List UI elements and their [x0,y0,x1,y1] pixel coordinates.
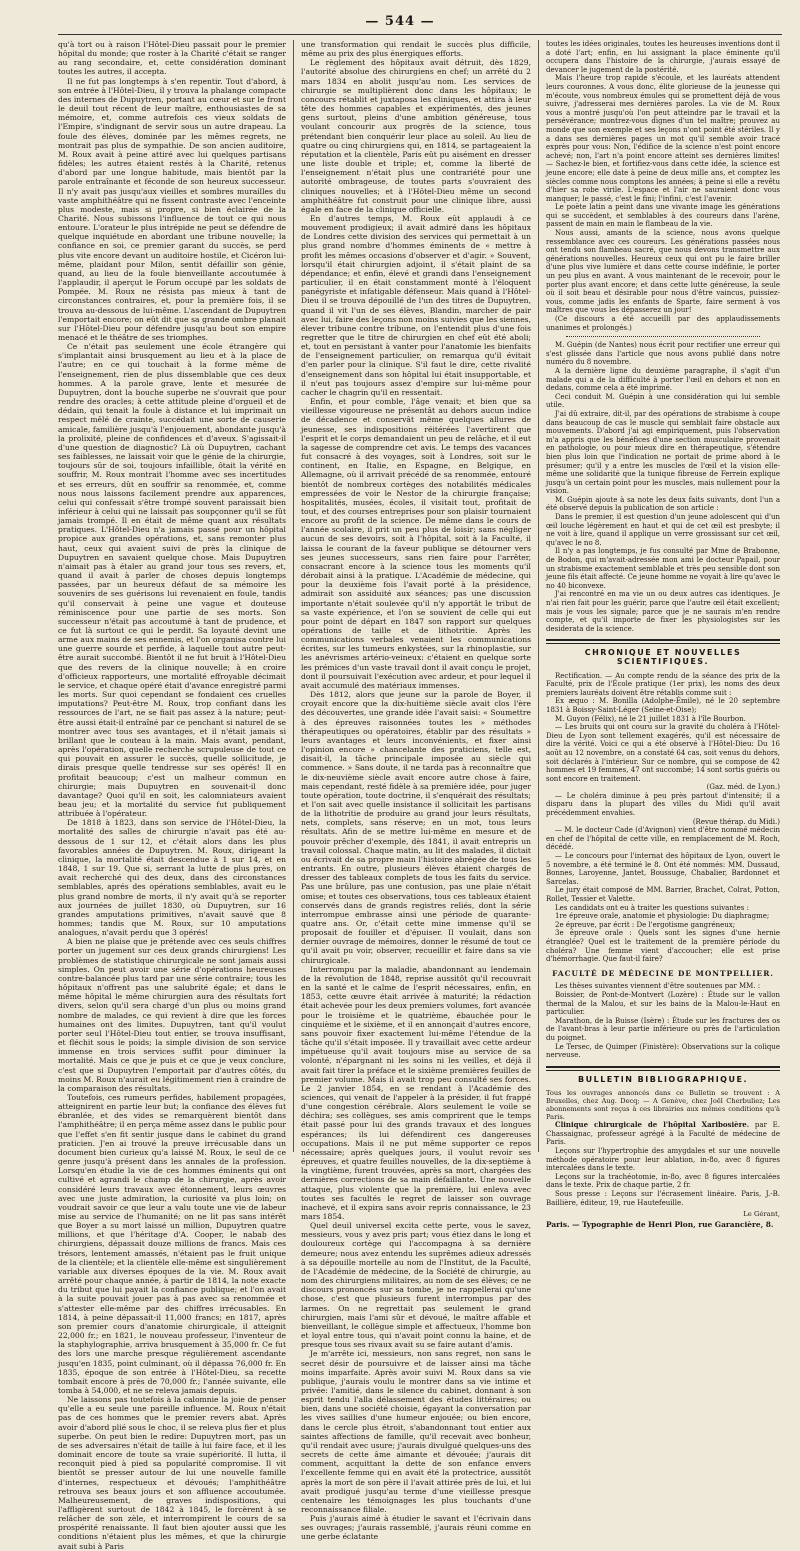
column-3 [546,40,780,1229]
bulletin-title: BULLETIN BIBLIOGRAPHIQUE. [578,1074,748,1084]
news-item: — Les bruits qui ont couru sur la gravité du choléra à l'Hôtel-Dieu de Lyon sont tellement exagérés, qu'il est nécessaire de dire la vérité. Voici ce qui a été observé à l'Hôtel-Dieu: Du 16 août au 12 novembre, on a constaté 64 cas, soit venus du dehors, soit déclarés à l'intérieur. Sur ce nombre, qui se compose de 42 hommes et 19 femmes, 47 ont succombé; 14 sont sortis guéris ou sont encore en traitement. [546,723,780,783]
paragraph: Quel deuil universel excita cette perte, vous le savez, messieurs, vous y avez pris part; vous étiez dans le long et douloureux cortège qui l'accompagna à sa dernière demeure; nous avez entendu les suprêmes adieux adressés à sa dépouille mortelle au nom de l'Institut, de la Faculté, de l'Académie de médecine, de la Société de chirurgie, au nom des chirurgiens militaires, au nom de ses élèves; ce ne discours prononcés sur sa tombe, je ne rappellerai qu'une chose, c'est que plusieurs furent interrompus par des larmes. On ne regrettait pas seulement le grand chirurgien, mais l'ami sûr et dévoué, le maître affable et bienveillant, le collègue simple et affectueux, l'homme bon et loyal entre tous, qui n'avait point connu la haine, et de presque tous ses rivaux avait su se faire autant d'amis. [301,1221,531,1350]
news-item: — Le choléra diminue à peu près partout d'intensité; il a disparu dans la plupart des villes du Midi qu'il avait précédemment envahies. [546,791,780,818]
bib-entry: Leçons sur l'hypertrophie des amygdales et sur une nouvelle méthode opératoire pour leur ablation, in-8o, avec 8 figures intercalées dans le texte. [546,1147,780,1173]
paragraph: Dès 1812, alors que jeune sur la parole de Boyer, il croyait encore que la dix-huitième siècle avait clos l'ère des découvertes, une grande idée l'avait saisi: « Soumettre à des épreuves raisonnées toutes les » méthodes thérapeutiques ou opératoires, établir par des résultats » leurs avantages et leurs inconvénients, et fixer ainsi l'opinion encore » chancelante des praticiens, telle est, disait-il, la tâche principale imposée au siècle qui commence. » Sans doute, il ne tarda pas à reconnaître que le dix-neuvième siècle avait encore autre chose à faire, mais cependant, resté fidèle à sa première idée, pour juger toute opération, toute doctrine, il s'enquérait des résultats; et l'on sait avec quelle insistance il sollicitait les partisans de la lithotritie de produire au grand jour leurs résultats, nets, complets, sans réserve; en un mot, tous leurs résultats. Afin de se mettre lui-même en mesure et de pouvoir prêcher d'exemple, dès 1841, il avait entrepris un travail colossal. Chaque matin, au lit des malades, il dictait ou écrivait de sa propre main l'histoire abrégée de tous les entrants. En outre, plusieurs élèves étaient chargés de dresser des tableaux complets de tous les faits du service. Pas une brûlure, pas une contusion, pas une plaie n'était omise; et toutes ces observations, tous ces tableaux étaient conservés dans de grands registres reliés, dont la série interrompue embrasse ainsi une période de quarante-quatre ans. Or, c'était cette mine immense qu'il se proposait de fouiller et d'épuiser. Il voulait, dans son dernier ouvrage de mémoires, donner le résumé de tout ce qu'il avait pu voir, observer, recueillir et faire dans sa vie chirurgicale. [301,690,531,965]
news-item: 3e épreuve orale : Quels sont les signes d'une hernie étranglée? Quel est le traitement de la première période du choléra? Une femme vient d'accoucher; elle est prise d'hémorrhagie. Que faut-il faire? [546,929,780,964]
paragraph: Le règlement des hôpitaux avait détruit, dès 1829, l'autorité absolue des chirurgiens en chef; un arrêté du 2 mars 1834 en abolit jusqu'au nom. Les services de chirurgie se multiplièrent donc dans les hôpitaux; le concours rétablit et juxtaposa les cliniques, et attira à leur tête des hommes capables et expérimentés, des jeunes gens surtout, pleins d'une ambition généreuse, tous voulant concourir aux progrès de la science, tous prétendant bien conquérir leur place au soleil. Au lieu de quatre ou cinq chirurgiens qui, en 1814, se partageaient la réputation et la clientèle, Paris eût pu aisément en dresser une liste double et triple; et, comme la liberté de l'enseignement n'était plus une contrariété pour une autorité ombrageuse, de toutes parts s'ouvraient des cliniques nouvelles; et à l'Hôtel-Dieu même un second amphithéâtre fut construit pour une clinique libre, aussi égale en face de la clinique officielle. [301,58,531,214]
news-item: 2e épreuve, par écrit : De l'ergotisme gangréneux; [555,920,736,929]
thesis-item: Le Tersec, de Quimper (Finistère): Observations sur la colique nerveuse. [546,1042,780,1060]
paragraph: J'ai dû extraire, dit-il, par des opérations de strabisme à coupe dans beaucoup de cas le muscle qui semblait faire obstacle aux mouvements. D'abord j'ai agi empiriquement, puis l'observation m'a appris que les bénéfices d'une section musculaire provenait en pathologie, ou pour mieux dire en thérapeutique, s'étendre bien plus loin que l'indication ne portait de prime abord à le présumer; qu'il y a entre les muscles de l'œil et la vision elle-même une solidarité que la tunique fibreuse de Ferrein explique jusqu'à un certain point pour les muscles, mais nullement pour la vision. [546,409,780,496]
news-item: Rectification. — Au compte rendu de la séance des prix de la Faculté, prix de l'École pratique (1er prix), les noms des deux premiers lauréats doivent être rétablis comme suit : [546,671,780,697]
paragraph: Ne laissons pas toutefois à la calomnie la joie de penser qu'elle a eu seule une pareille influence. M. Roux n'était pas de ces hommes que le premier revers abat. Après avoir d'abord plié sous le choc, il se releva plus fier et plus superbe. On peut bien le redire: Dupuytren mort, pas un de ses adversaires n'était de taille à lui faire face, et il les dominait encore de toute sa vraie supériorité. Il lutta, il reconquit pied à pied sa popularité compromise. Il vit bientôt se presser autour de lui une nouvelle famille d'internes, respectueux et dévoués; l'amphithéâtre retrouva ses beaux jours et son affluence accoutumée. Malheureusement, de graves indispositions, qui l'affligèrent surtout de 1842 à 1845, le forcèrent à se relâcher de son zèle, et interrompirent le cours de sa prospérité renaissante. Il faut bien ajouter aussi que les conditions n'étaient plus les mêmes, et que la chirurgie avait subi à Paris [58,1395,286,1551]
news-item: Les candidats ont eu à traiter les questions suivantes : [555,903,749,912]
gerant-signature: Le Gérant, [743,1210,780,1219]
column-2 [301,40,531,1542]
paragraph: Toutefois, ces rumeurs perfides, habilement propagées, atteignirent en partie leur but; la confiance des élèves fut ébranlée, et des vides se remarquèrent bientôt dans l'amphithéâtre; il en perça même assez dans le public pour que l'effet s'en fit sentir jusque dans le cabinet du grand praticien. J'en ai trouvé la preuve irrécusable dans un document bien curieux qu'a laissé M. Roux, le seul de ce genre jusqu'à présent dans les annales de la profession. Lorsqu'en étudie la vie de ces hommes éminents qui ont cultivé et agrandi le champ de la chirurgie, après avoir considéré leurs travaux avec étonnement, leurs œuvres avec une juste admiration, la curiosité va plus loin; on voudrait savoir ce que leur a valu toute une vie de labeur mise au service de l'humanité; on ne lit pas sans intérêt que Boyer a su mort laissé un million, Dupuytren quatre millions, et que l'héritage d'A. Cooper, le nabab des chirurgiens, dépassait douze millions de francs. Mais ces trésors, lentement amassés, n'étaient pas le fruit unique de la clientèle; et la clientèle elle-même est singulièrement variable aux diverses époques de la vie. M. Roux avait arrêté pour chaque année, à partir de 1814, la note exacte du tribut que lui payait la confiance publique; et l'on avait à la suite pouvait jouer pas à pas avec sa renommée et s'attester elle-même par des chiffres irrécusables. En 1814, à peine dépassait-il 11,000 francs; en 1817, après son premier cours d'anatomie chirurgicale, il atteignit 22,000 fr.; en 1821, le nouveau professeur, l'inventeur de la staphylographie, arriva brusquement à 35,000 fr. Ce fut des lors une marche presque régulièrement ascendante jusqu'en 1835, point culminant, où il dépassa 76,000 fr. En 1835, époque de son entrée à l'Hôtel-Dieu, sa recette tombait encore à près de 70,000 fr.; l'année suivante, elle tomba à 54,000, et ne se releva jamais depuis. [58,1092,286,1395]
thesis-item: Les thèses suivantes viennent d'être soutenues par MM. : [555,982,761,991]
printer-line: Paris. — Typographie de Henri Plon, rue Garancière, 8. [546,1219,774,1229]
thesis-item: Marathon, de la Buisse (Isère) : Étude sur les fractures des os de l'avant-bras à leur partie inférieure ou près de l'articulation du poignet. [546,1016,780,1042]
paragraph: A bien ne plaise que je prétende avec ces seuls chiffres porter un jugement sur ces deux grands chirurgiens! Les problèmes de statistique chirurgicale ne sont jamais aussi simples. On peut avoir une série d'opérations heureuses contre-balancée plus tard par une série contraire; tous les hôpitaux n'offrent pas une salubrité égale; et dans le même hôpital le même chirurgien aura des résultats fort divers, selon qu'il sera chargé d'un plus ou moins grand nombre de malades, ce qui revient à dire que les forces humaines ont des limites. Dupuytren, tant qu'il voulut porter seul l'Hôtel-Dieu tout entier, se trouva insuffisant, et fléchit sous le poids; la simple division de son service immense en trois services suffit pour diminuer la mortalité. Mais ce que je puis et ce que je veux conclure, c'est que si Dupuytren l'emportait par d'autres côtés, du moins M. Roux n'aurait eu légitimement rien à craindre de la comparaison des résultats. [58,937,286,1093]
paragraph: Ceci conduit M. Guépin à une considération qui lui semble utile. [546,392,780,410]
header-rule [58,34,782,35]
paragraph: Enfin, et pour comble, l'âge venait; et bien que sa vieillesse vigoureuse ne présentât au dehors aucun indice de décadence et conservât même quelques allures de jeunesse, ses indispositions réitérées l'avertirent que l'esprit et le corps demandaient un peu de relâche, et il eut la sagesse de comprendre cet avis. Le temps des vacances fut consacré à des voyages, soit à Londres, soit sur le continent, en Italie, en Espagne, en Belgique, en Allemagne, où il arrivait précédé de sa renommée, entouré bientôt de nombreux cortèges des notabilités médicales empressées de voir le Nestor de la chirurgie française; hospitalités, musées, écoles, il visitait tout, profitait de tout, et des courses entreprises pour son plaisir tournaient encore au profit de la science. De même dans le cours de l'année scolaire, il prit un peu plus de loisir; sans négliger aucun de ses devoirs, soit à l'hôpital, soit à la Faculté, il laissa le courant de la faveur publique se détourner vers ses jeunes successeurs, sans rien faire pour l'arrêter, consacrant encore à la science tous les moments qu'il dérobait ainsi à la pratique. L'Académie de médecine, qui pour la deuxième fois l'avait porté à la présidence, admirait son assiduité aux séances; pas une discussion importante n'était soulevée qu'il n'y apportât le tribut de sa vaste expérience, et l'on se souvient de celle qui eut pour point de départ en 1847 son rapport sur quelques opérations de taille et de lithotritie. Après les communications verbales venaient les communications écrites, sur les tumeurs enkystées, sur la rhinoplastie, sur les anévrismes artério-veineux: c'étaient en quelque sorte les prémices d'un vaste travail dont il avait conçu le projet, dont il poursuivait l'exécution avec ardeur, et pour lequel il avait accumulé des matériaux immenses. [301,397,531,690]
bib-entry: Leçons sur la trachéotomie, in-8o, avec 8 figures intercalées dans le texte. Prix de chaque partie, 2 fr. [546,1172,780,1190]
separator [566,336,760,337]
paragraph: En d'autres temps, M. Roux eût applaudi à ce mouvement prodigieux; il avait admiré dans les hôpitaux de Londres cette division des services qui permettait à un plus grand nombre d'hommes éminents de « mettre à profit les mêmes occasions d'observer et d'agir. » Souvent, lorsqu'il était chirurgien adjoint, il s'était plaint de sa dépendance; et enfin, élevé et grandi dans l'enseignement particulier, il en était constamment monté à l'éloquent panégyriste et infatigable défenseur. Mais quand à l'Hôtel-Dieu il se trouva dépouillé de l'un des titres de Dupuytren, quand il vit l'un de ses élèves, Blandin, marcher de pair avec lui, faire des leçons non moins suivies que les siennes, élever tribune contre tribune, on l'entendit plus d'une fois regretter que le titre de chirurgien en chef eût été aboli; et, tout en persistant à vanter pour l'anatomie les bienfaits de l'enseignement particulier, on remarqua qu'il évitait d'en parler pour la clinique. S'il faut le dire, cette rivalité d'enseignement dans son hôpital lui était insupportable, et il n'eut pas toujours assez d'empire sur lui-même pour cacher le chagrin qu'il en ressentait. [301,213,531,397]
column-divider [293,40,294,1152]
bulletin-intro: Tous les ouvrages annoncés dans ce Bulletin se trouvent : A Bruxelles, chez Aug. Decq; — A Genève, chez Joël Cherbuliez; Les abonnements sont reçus à ces librairies aux mêmes conditions qu'à Paris. [546,1089,780,1122]
paragraph: M. Guépin ajoute à sa note les deux faits suivants, dont l'un a été observé depuis la publication de son article : [546,495,780,513]
news-item: Le jury était composé de MM. Barrier, Brachet, Colrat, Potton, Rollet, Tessier et Valette. [546,886,780,903]
paragraph: Ce n'était pas seulement une école étrangère qui s'implantait ainsi brusquement au lieu et à la place de l'autre; en ce qui touchait à la forme même de l'enseignement, rien de plus dissemblable que ces deux hommes. A la parole grave, lente et mesurée de Dupuytren, dont la bouche superbe ne s'ouvrait que pour rendre des oracles; à cette attitude pleine d'orgueil et de dédain, qui tenait la foule à distance et lui imprimait un respect mêlé de crainte, succédait une sorte de causerie amicale, familière jusqu'à l'enjouement, abondante jusqu'à la prolixité, pleine de confidences et d'aveux. S'agissait-il d'une question de diagnostic? Là où Dupuytren, cachant ses faiblesses, ne laissait voir que le génie de la chirurgie, toujours sûr de soi, toujours infaillible, ôtait la vérité en souffrir, M. Roux montrait l'homme avec ses incertitudes et ses erreurs, dût en souffrir sa renommée, et, comme nous nous laissons facilement prendre aux apparences, celui qui confessait s'être trompé souvent paraissait bien inférieur à celui qui ne laissait pas soupçonner qu'il se fût jamais trompé. Il en était de même quant aux résultats pratiques. L'Hôtel-Dieu n'a jamais passé pour un hôpital propice aux grandes opérations, et, sans remonter plus haut, ceux qui avaient suivi de près la clinique de Dupuytren en savaient quelque chose. Mais Dupuytren n'aimait pas à étaler au grand jour tous ses revers, et, quand il avait à parler de choses depuis longtemps passées, par un heureux défaut de sa mémoire les souvenirs de ses guérisons lui revenaient en foule, tandis qu'il conservait à peine une vague et douteuse réminiscence pour une partie de ses morts. Son successeur n'était pas accoutumé à tant de prudence, et ce fut là surtout ce qui le perdit. Sa loyauté devint une arme aux mains de ses ennemis, et l'on organisa contre lui une guerre sourde et perfide, à laquelle tout autre peut-être aurait succombé. Bientôt il ne fut bruit à l'Hôtel-Dieu que des revers de la clinique nouvelle; à en croire d'officieux rapporteurs, une mortalité effroyable décimait le service, et chaque opéré était d'avance enregistré parmi les morts. Sur quoi cependant se fondaient ces cruelles imputations? Peut-être M. Roux, trop confiant dans les ressources de l'art, ne se fiait pas assez à la nature; peut-être aussi était-il entraîné par ce penchant si naturel de se montrer avec tous ses avantages, et il n'était jamais si brillant que le couteau à la main. Mais avant, pendant, après l'opération, quelle recherche scrupuleuse de tout ce qui pouvait en assurer le succès, quelle sollicitude, je dirais presque quelle tendresse sur ses opérés! Il en profitait beaucoup; c'est un malheur commun en chirurgie; mais Dupuytren en souvenait-il donc davantage? Quoi qu'il en soit, les calomniateurs avaient beau jeu; et la mortalité du service fut publiquement attribuée à l'opérateur. [58,342,286,819]
paragraph: une transformation qui rendait le succès plus difficile, même au prix des plus énergiques efforts. [301,40,531,59]
paragraph: Je m'arrête ici, messieurs, non sans regret, non sans le secret désir de poursuivre et de laisser ainsi ma tâche moins imparfaite. Après avoir suivi M. Roux dans sa vie publique, j'aurais voulu le montrer dans sa vie intime et privée: l'amitié, dans le silence du cabinet, donnant à son esprit tendu l'alla délassement des études littéraires; ou bien, dans une société choisie, égayant la conversation par les vives saillies d'une humeur enjouée; ou bien encore, dans le cercle plus étroit, s'abandonnant tout entier aux saintes affections de famille, qu'il recevait avec bonheur, qu'il rendait avec usure; j'aurais divulgué quelques-uns des secrets de cette âme aimante et dévouée; j'aurais dit comment, acquittant la dette de son enfance envers l'excellente femme qui en avait été la protectrice, aussitôt après la mort de son père il l'avait attirée près de lui, et lui avait prodigué jusqu'au terme d'une vieillesse presque centenaire les témoignages les plus touchants d'une reconnaissance filiale. [301,1349,531,1514]
paragraph: A la dernière ligne du deuxième paragraphe, il s'agit d'un malade qui a de la difficulté à porter l'œil en dehors et non en dedans, comme cela a été imprimé. [546,366,780,393]
paragraph: Nous aussi, amants de la science, nous avons quelque ressemblance avec ces coureurs. Les générations passées nous ont tendu son flambeau sacré, que nous devons transmettre aux générations nouvelles. Heureux ceux qui ont pu le faire briller d'une plus vive lumière et dans cette course indéfinie, le porter un peu plus en avant. A vous maintenant de le recevoir, pour le porter plus avant encore; et dans cette lutte généreuse, la seule où il soit beau et désirable pour nous d'être vaincus, puissiez-vous, comme jadis les enfants de Sparte, faire serment à vos maîtres que vous les dépasserez un jour! [546,229,780,315]
bib-entry [546,1121,780,1147]
faculte-title: FACULTÉ DE MÉDECINE DE MONTPELLIER. [552,968,774,978]
bib-entry-text: par E. Chassaignac, professeur agrégé à la Faculté de médecine de Paris. [546,1121,780,1147]
paragraph: Le poète latin a peint dans une vivante image les générations qui se succèdent, et semblables à des coureurs dans l'arène, passent de main en main le flambeau de la vie. [546,203,780,229]
bib-entry: Sous presse : Leçons sur l'écrasement linéaire. Paris, J.-B. Baillière, éditeur, 19, rue Hautefeuille. [546,1190,780,1207]
paragraph: toutes les idées originales, toutes les heureuses inventions dont il a doté l'art; enfin, en lui assignant la place éminente qu'il occupera dans l'histoire de la chirurgie, j'aurais essayé de devancer le jugement de la postérité. [546,40,780,74]
paragraph: Interrompu par la maladie, abandonnant au lendemain de la révolution de 1848, reprise aussitôt qu'il recouvrait en la santé et le calme de l'esprit nécessaires, enfin, en 1853, cette œuvre était arrivée à maturité; la rédaction était achevée pour les deux premiers volumes, fort avancée pour le troisième et le quatrième, ébauchée pour le cinquième et le sixième, et il en annonçait d'autres encore, sans pouvoir fixer exactement lui-même l'étendue de la tâche qu'il s'était imposée. Il y travaillait avec cette ardeur impétueuse qu'il avait toujours mise au service de sa volonté, n'épargnant ni les soins ni les veilles, et déjà il avait fait tirer la préface et le sixième premières feuilles de premier volume. Mais il avait trop peu consulté ses forces. Le 2 janvier 1854, en se rendant à l'Académie des sciences, qui venait de l'appeler à la présider, il fut frappé d'une congestion cérébrale. Alors seulement le voile se déchira; ses collègues, ses amis comprirent que le temps était passé pour lui des grands travaux et des longues espérances; ils lui défendirent ces dangereuses occupations. Mais il ne put même supporter ce repos nécessaire; après quelques jours, il voulut revoir ses épreuves, et quatre feuilles nouvelles, de la dix-septième à la vingtième, furent trouvées, après sa mort, chargées des dernières corrections de sa main défaillante. Une nouvelle attaque, plus violente que la première, lui enleva avec toutes ses facultés le regret de laisser son ouvrage inachevé, et il expira sans avoir repris connaissance, le 23 mars 1854. [301,964,531,1221]
paragraph: Il n'y a pas longtemps, je fus consulté par Mme de Brabonne, de Bodon, qui m'avait-adressée mon ami le docteur Papail, pour un strabisme exactement semblable et très peu sensible dont son jeune fils était affecté. Ce jeune homme ne voyait à lire qu'avec le no 40 biconvexe. [546,547,780,590]
paragraph: Il ne fut pas longtemps à s'en repentir. Tout d'abord, à son entrée à l'Hôtel-Dieu, il y trouva la phalange compacte des internes de Dupuytren, portant au cœur et sur le front le deuil tout récent de leur maître, enthousiastes de sa mémoire, et, comme autrefois ces vieux soldats de l'Empire, s'indignant de servir sous un autre drapeau. La foule des élèves, dominée par les mêmes regrets, ne montrait pas plus de sympathie. De son ancien auditoire, M. Roux avait à peine attiré avec lui quelques partisans fidèles; les autres étaient restés à la Charité, retenus d'abord par une longue habitude, mais bientôt par la parole entraînante et féconde de son heureux successeur. Il n'y avait pas jusqu'aux vieilles et sombres murailles du vaste amphithéâtre qui ne fissent contraste avec l'enceinte plus modeste, mais si propre, si bien éclairée de la Charité. Nous subissons l'influence de tout ce qui nous entoure. L'orateur le plus intrépide ne peut se défendre de quelque inquiétude en abordant une tribune nouvelle; la confiance en soi, ce premier garant du succès, se perd plus vite encore devant un auditoire hostile, et Cicéron lui-même, plaidant pour Milon, sentit défaillir son génie, quand, au lieu de la foule bienveillante accoutumée à l'applaudir, il aperçut le Forum occupé par les soldats de Pompée. M. Roux ne résista pas mieux à tant de circonstances contraires, et, pour la première fois, il se trouva au-dessous de lui-même. L'ascendant de Dupuytren l'emportait encore; on eût dit que sa grande ombre planait sur l'Hôtel-Dieu pour défendre jusqu'au bout son empire menacé et le théâtre de ses triomphes. [58,76,286,342]
paragraph: M. Guépin (de Nantes) nous écrit pour rectifier une erreur qui s'est glissée dans l'article que nous avons publié dans notre numéro du 8 novembre. [546,341,780,367]
paragraph: (Ce discours a été accueilli par des applaudissements unanimes et prolongés.) [546,315,780,332]
news-item: — Le concours pour l'internat des hôpitaux de Lyon, ouvert le 5 novembre, a été terminé le 8. Ont été nommés: MM. Dussaud, Bonnes, Laroyenne, Jantet, Boussuge, Chabalier, Bardonnet et Sarcelas. [546,852,780,886]
page-number: — 544 — [365,14,435,29]
chronique-title: CHRONIQUE ET NOUVELLES SCIENTIFIQUES. [584,648,742,666]
paragraph: Dans le premier, il est question d'un jeune adolescent qui d'un œil louche légèrement en haut et qui de cet œil est presbyte; il ne voit à lire, quand il applique un verre grossissant sur cet œil, qu'avec le no 8. [546,513,780,547]
news-item: — M. le docteur Cade (d'Avignon) vient d'être nommé médecin en chef de l'hôpital de cette ville, en remplacement de M. Roch, décédé. [546,826,780,852]
news-source: (Revue thérap. du Midi.) [692,817,780,826]
paragraph: qu'à tort ou à raison l'Hôtel-Dieu passait pour le premier hôpital du monde; que roster à la Charité c'était se ranger au rang secondaire, et, cette considération dominant toutes les autres, il accepta. [58,40,286,77]
paragraph: Mais l'heure trop rapide s'écoule, et les lauréats attendent leurs couronnes. A vous donc, élite glorieuse de la jeunesse qui m'écoute, vous nombreux émules qui se promettent déjà de vous suivre, j'adresserai mes dernières paroles. La vie de M. Roux vous a montré jusqu'où l'on peut atteindre par le travail et la persévérance; montrez-vous dignes d'un tel maître; prouvez au monde que son exemple et ses leçons n'ont point été stériles. Il y a dans ses dernières pages un mot qu'il semble avoir tracé exprès pour vous: Non, l'édifice de la science n'est point encore achevé; non, l'art n'a point encore atteint ses dernières limites! — Sachez-le bien, et fortifiez-vous dans cette idée, la science est jeune encore; elle date à peine de deux mille ans, et comptez les siècles comme nous comptons les années; à peine si elle a revêtu d'hier sa robe virile. L'espace et l'air ne sauraient donc vous manquer; le passé, c'est le fini; l'infini, c'est l'avenir. [546,74,780,203]
paragraph: De 1818 à 1823, dans son service de l'Hôtel-Dieu, la mortalité des salles de chirurgie n'avait pas été au-dessous de 1 sur 12, et c'était alors dans les plus favorables années de Dupuytren. M. Roux, dirigeant la clinique, la mortalité était descendue à 1 sur 14, et en 1848, 1 sur 19. Que si, serrant la lutte de plus près, on avait recherché qui des deux, dans des circonstances semblables, aprés des opérations semblables, avait eu le plus grand nombre de morts, il n'y avait qu'à se reporter aux journées de juillet 1830, où Dupuytren, sur 16 grandes amputations primitives, n'avait sauvé que 8 hommes; tandis que M. Roux, sur 10 amputations analogues, n'avait perdu que 3 opérés! [58,818,286,938]
column-1 [58,40,286,1551]
news-item: 1re épreuve orale, anatomie et physiologie: Du diaphragme; [555,912,770,921]
news-item: Ex æquo : M. Bonilla (Adolphe-Émile), né le 20 septembre 1831 à Boissy-Saint-Léger (Seine-et-Oise); [546,697,780,714]
paragraph: Puis j'aurais aimé à étudier le savant et l'écrivain dans ses ouvrages; j'aurais rassemblé, j'aurais réuni comme en une gerbe éclatante [301,1514,531,1542]
section-rule [546,639,780,644]
news-source: (Gaz. méd. de Lyon.) [706,783,780,792]
bib-entry-title: Clinique chirurgicale de l'hôpital Xaribosière. [555,1120,750,1130]
thesis-item: Boissier, de Pont-de-Montvert (Lozère) : Étude sur le vallon thermal de la Malou, et sur les bains de la Malou-le-Haut en particulier. [546,990,780,1017]
paragraph: J'ai rencontré en ma vie un ou deux autres cas identiques. Je n'ai rien fait pour les guérir, parce que l'autre œil était excellent; mais je vous les signale; parce que je ne saurais m'en rendre compte, et qu'il importe de fixer les physiologistes sur les desiderata de la science. [546,590,780,633]
news-item: M. Guyon (Félix), né le 21 juillet 1831 à l'île Bourbon. [555,714,746,723]
section-rule [546,1066,780,1071]
column-divider [538,40,539,1152]
